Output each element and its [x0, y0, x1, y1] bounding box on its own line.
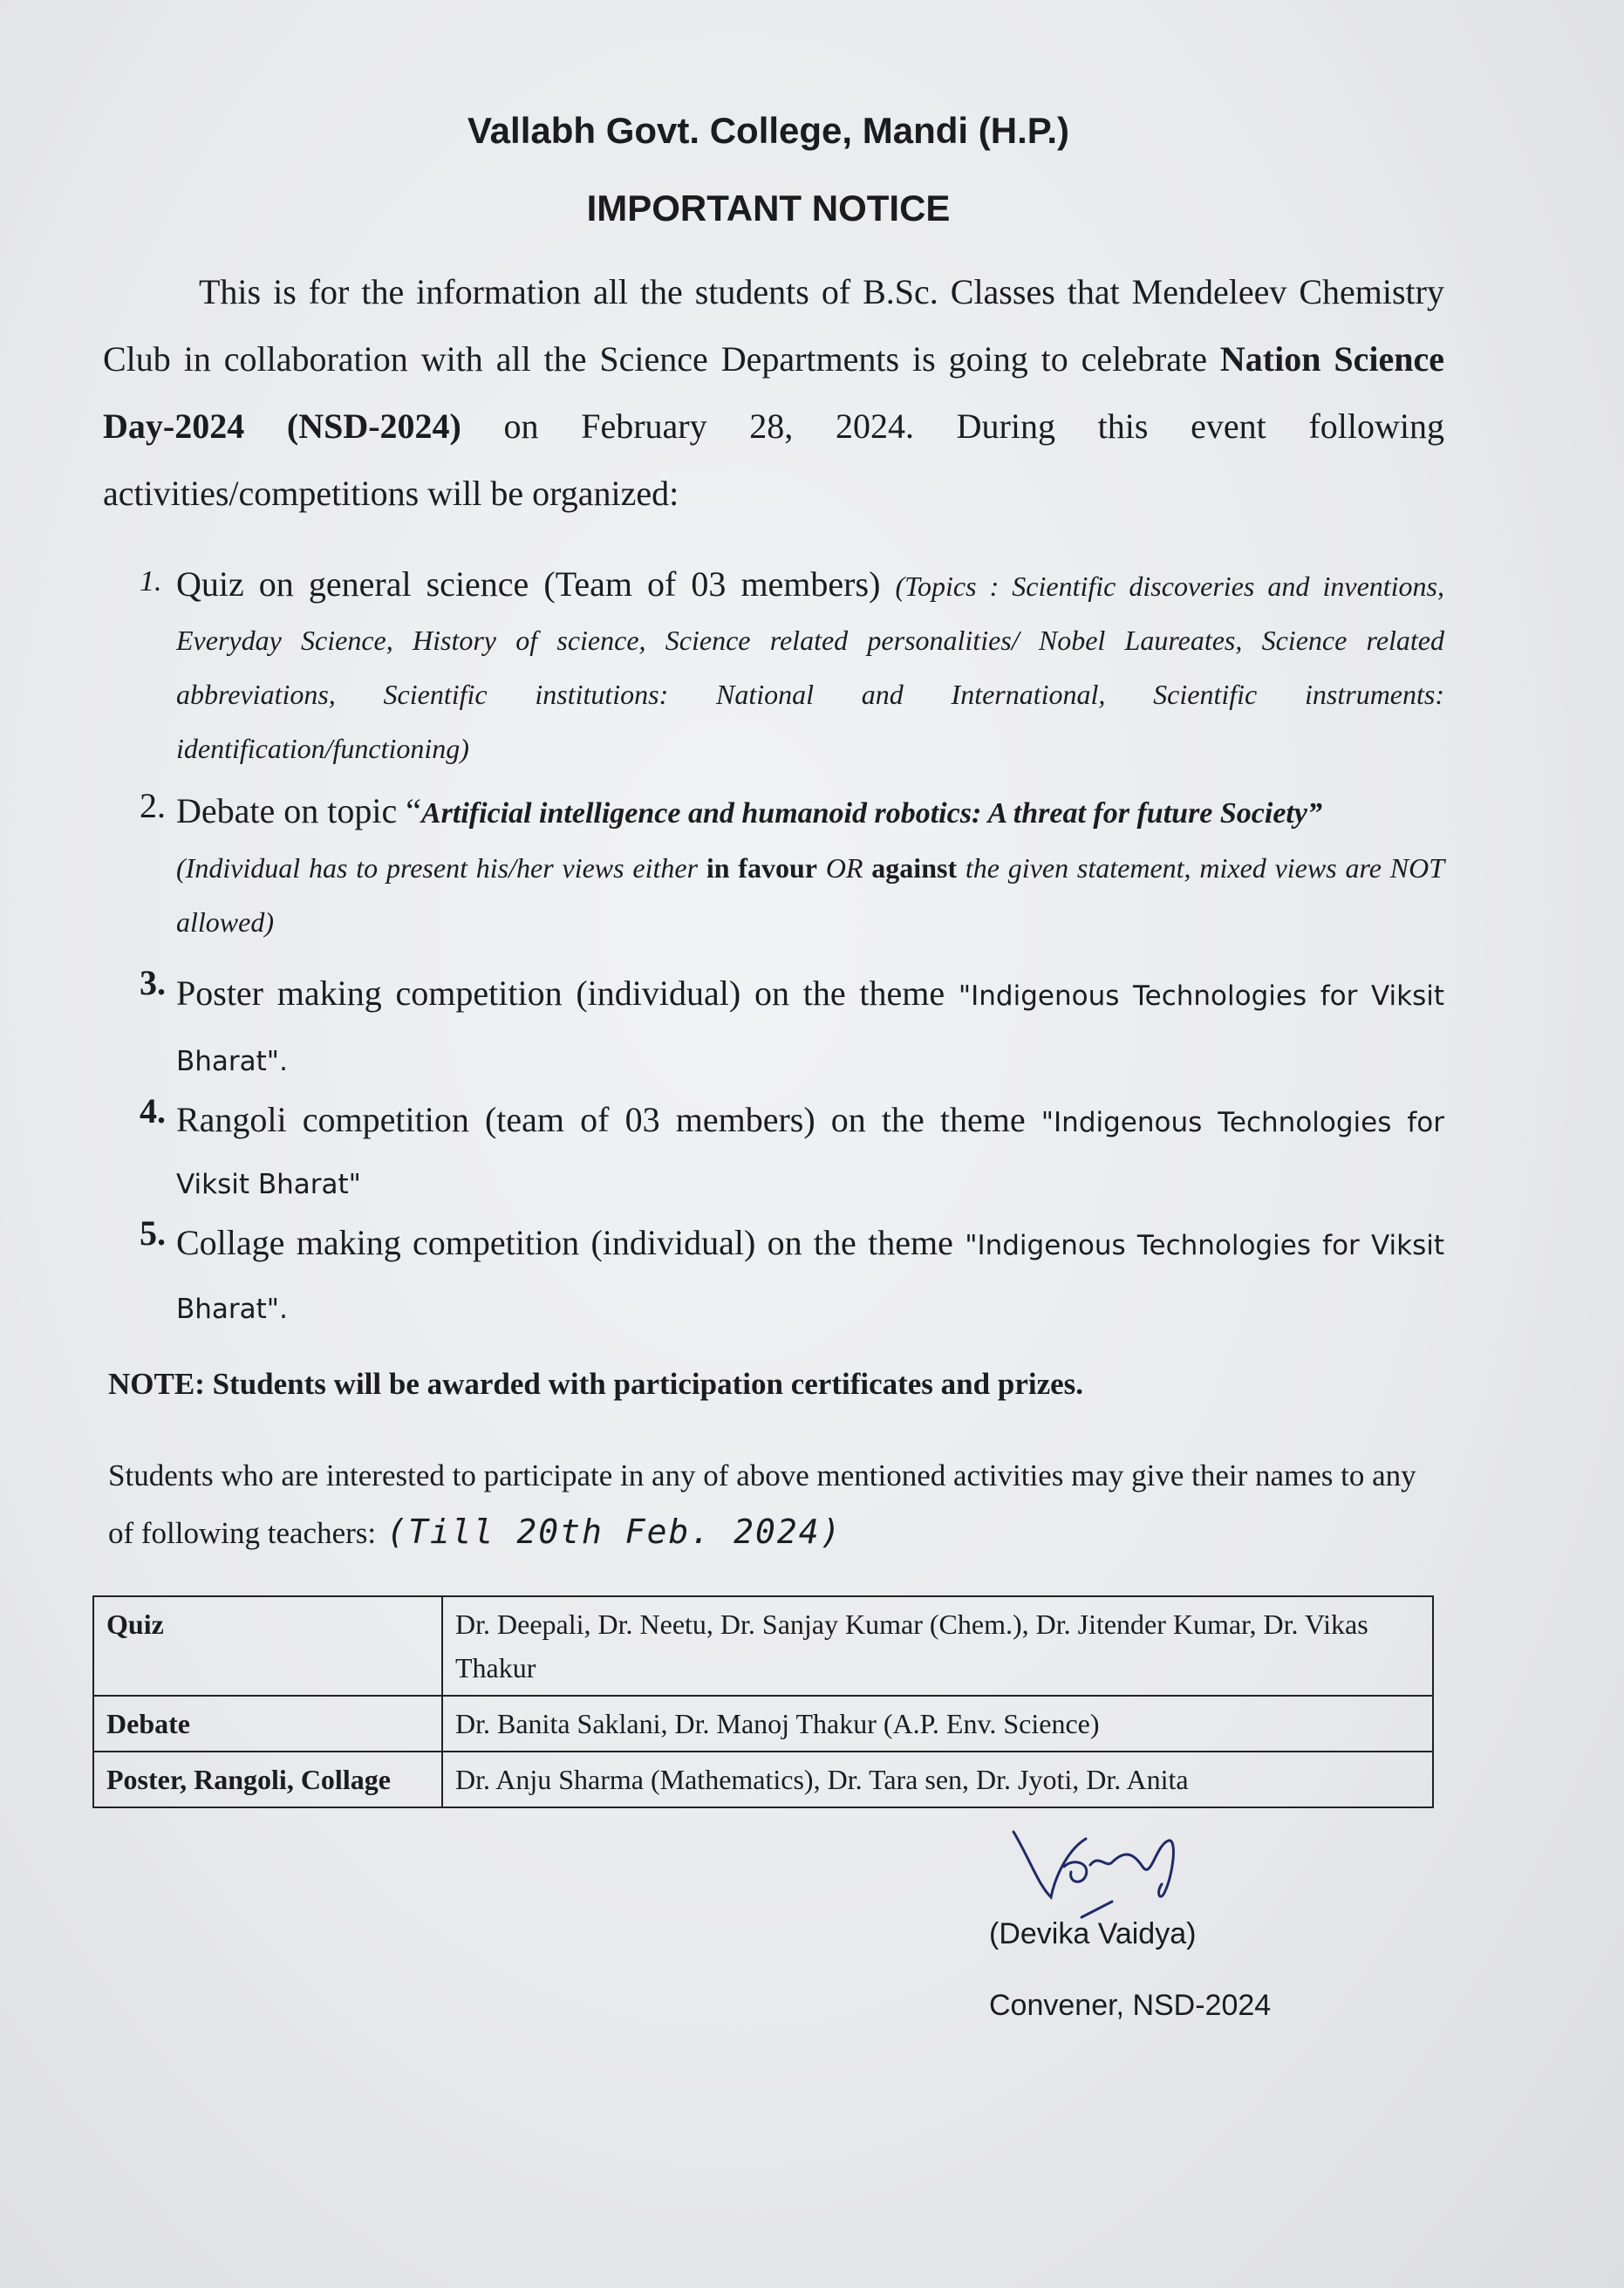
activity-detail-end: the given statement, mixed views are NOT allowed) [176, 852, 1445, 938]
table-cell-names: Dr. Banita Saklani, Dr. Manoj Thakur (A.P. Env. Science) [442, 1696, 1433, 1752]
intro-paragraph [103, 258, 1444, 527]
intro-text-1: This is for the information all the students of B.Sc. Classes that Mendeleev Chemistry Club in collaboration with all the Science Departments is going to celebrate [103, 272, 1444, 379]
activity-text: Quiz on general science (Team of 03 members) [176, 564, 896, 604]
activity-text: Rangoli competition (team of 03 members) on the theme [176, 1100, 1041, 1139]
interest-text: Students who are interested to participate in any of above mentioned activities may give their names to any of following teachers: [108, 1458, 1416, 1550]
intro-text-2: on February 28, 2024. During this event following activities/competitions will be organized: [103, 406, 1444, 513]
favour-word: in favour [706, 852, 818, 884]
activity-theme: "Indigenous Technologies for Viksit Bharat". [176, 980, 1444, 1077]
activity-detail: (Topics : Scientific discoveries and inventions, Everyday Science, History of science, Science related personalities/ Nobel Laureates, Science related abbreviations, Scientific institutions: National and International, Scientific instruments: identification/functioning) [176, 570, 1445, 764]
debate-topic: Artificial intelligence and humanoid robotics: A threat for future Society” [421, 797, 1322, 830]
signatory-name: (Devika Vaidya) [989, 1917, 1197, 1950]
signature-scribble [1003, 1814, 1230, 1919]
activity-item-3 [140, 962, 1444, 1093]
interest-paragraph [108, 1448, 1434, 1561]
activity-item-5 [140, 1212, 1444, 1340]
table-cell-category: Quiz [93, 1596, 442, 1696]
activity-number: 2. [140, 786, 166, 825]
activity-item-2 [140, 785, 1444, 948]
activity-detail: (Individual has to present his/her views either [176, 852, 706, 884]
signature-graphic [1003, 1814, 1230, 1919]
table-cell-names: Dr. Deepali, Dr. Neetu, Dr. Sanjay Kumar (Chem.), Dr. Jitender Kumar, Dr. Vikas Thakur [442, 1596, 1433, 1696]
note-text: NOTE: Students will be awarded with participation certificates and prizes. [108, 1367, 1084, 1401]
activity-theme: "Indigenous Technologies for Viksit Bharat". [176, 1230, 1444, 1325]
college-name: Vallabh Govt. College, Mandi (H.P.) [467, 110, 1069, 151]
handwritten-deadline: (Till 20th Feb. 2024) [386, 1513, 843, 1551]
activity-number: 5. [140, 1213, 166, 1253]
or-word: OR [817, 852, 872, 884]
activity-text: Collage making competition (individual) on the theme [176, 1223, 966, 1262]
activity-number: 3. [140, 963, 166, 1002]
activity-number: 4. [140, 1091, 166, 1130]
activity-item-4 [140, 1090, 1444, 1214]
table-row [93, 1696, 1433, 1752]
table-cell-category: Poster, Rangoli, Collage [93, 1752, 442, 1807]
signatory-role: Convener, NSD-2024 [989, 1989, 1272, 2022]
table-row [93, 1596, 1433, 1696]
table-row [93, 1752, 1433, 1807]
activity-theme: "Indigenous Technologies for Viksit Bharat" [176, 1107, 1444, 1200]
table-cell-category: Debate [93, 1696, 442, 1752]
activity-item-1 [140, 558, 1444, 775]
activity-text: Poster making competition (individual) on the theme [176, 973, 959, 1013]
activity-text: Debate on topic “ [176, 791, 421, 830]
teachers-table [92, 1595, 1434, 1808]
table-cell-names: Dr. Anju Sharma (Mathematics), Dr. Tara sen, Dr. Jyoti, Dr. Anita [442, 1752, 1433, 1807]
event-name: Nation Science Day-2024 (NSD-2024) [103, 339, 1445, 446]
notice-title: IMPORTANT NOTICE [586, 188, 951, 229]
against-word: against [871, 852, 958, 884]
activity-number: 1. [140, 565, 162, 598]
